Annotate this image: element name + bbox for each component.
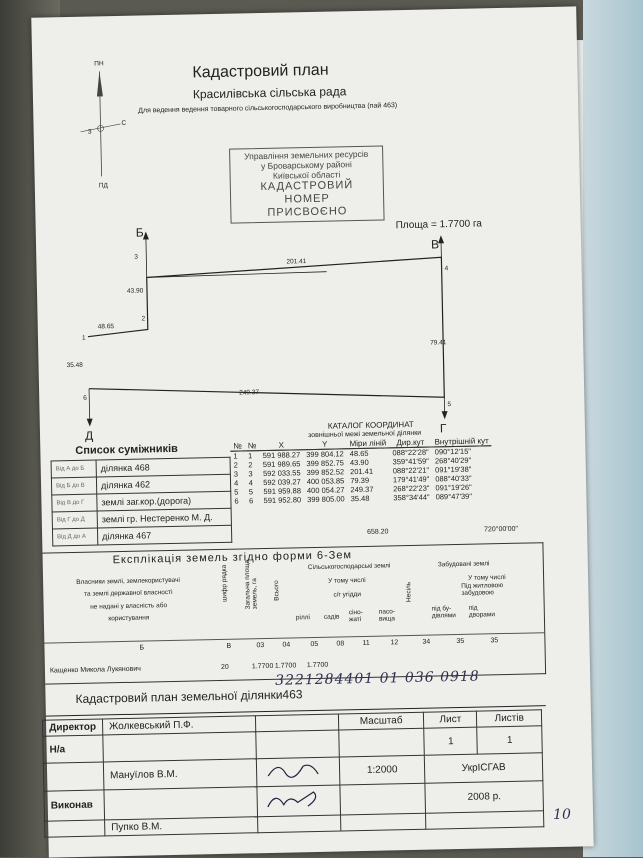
catalog-cell: 48.65: [347, 448, 390, 458]
total-area-header: Загальна площа земель, га: [244, 549, 258, 609]
plot-boundary: [86, 257, 444, 404]
coordinate-catalog: [230, 436, 493, 505]
row-value: 1.7700: [252, 663, 274, 670]
person-name: Жолкевський П.Ф.: [102, 716, 255, 735]
explication-code: 05: [310, 641, 318, 648]
catalog-cell: 1: [230, 451, 245, 461]
person-name: Мануїлов В.М.: [103, 759, 257, 790]
explication-code: 11: [362, 640, 369, 647]
catalog-cell: 43.90: [347, 457, 390, 467]
arable-header: с/г угідди: [333, 591, 361, 599]
org-name: УкрІСГАВ: [425, 753, 543, 783]
catalog-cell: 2: [231, 460, 246, 469]
signature-icon: [263, 760, 323, 781]
explication-code: Б: [139, 645, 144, 652]
page-title: Кадастровий план: [192, 62, 328, 83]
scale-value: 1:2000: [339, 755, 425, 785]
sheets-value: 1: [477, 726, 542, 754]
corner-b: Б: [136, 225, 144, 239]
catalog-cell: 35.48: [348, 493, 391, 503]
scale-label: Масштаб: [338, 712, 424, 730]
catalog-cell: 400 053.85: [304, 476, 348, 486]
sheet-label: Лист: [424, 711, 477, 728]
row-value: 1.7700: [307, 662, 329, 669]
owner-header-line: Власники землі, землекористувачі: [63, 575, 193, 590]
catalog-cell: 6: [246, 496, 261, 505]
owner-column-header: [63, 575, 194, 627]
catalog-cell: 088°22'28": [389, 447, 431, 457]
dim-left-upper: 43.90: [127, 288, 143, 295]
explication-code: В: [226, 643, 231, 650]
role-label: Виконав: [44, 790, 105, 821]
catalog-cell: 591 989.65: [260, 459, 304, 469]
stamp-line: Київської області: [237, 169, 377, 182]
adjacent-owner: ділянка 462: [96, 474, 230, 494]
adjacent-segment: Від А до Б: [51, 460, 96, 478]
built-header: Забудовані землі: [438, 560, 490, 568]
compass-icon: [74, 56, 127, 197]
catalog-cell: 089°47'39": [433, 491, 493, 501]
explication-code: 12: [390, 639, 398, 646]
sub-col-header: садів: [324, 613, 340, 620]
page-number: 10: [553, 807, 571, 823]
built-sub-header: Під житловою забудовою: [461, 582, 511, 597]
catalog-cell: 592 039.27: [260, 477, 304, 487]
point-label: 6: [83, 395, 87, 402]
catalog-cell: 201.41: [347, 466, 390, 476]
stamp-line: КАДАСТРОВИЙ НОМЕР: [237, 179, 377, 207]
adjacent-owner: ділянка 468: [96, 457, 230, 477]
catalog-cell: 4: [246, 478, 261, 487]
catalog-cell: 591 959.88: [260, 486, 304, 496]
adjacent-row: [52, 525, 231, 546]
sheets-label: Листів: [477, 710, 542, 727]
built-sub-header: під дворами: [469, 604, 495, 619]
adjacent-segment: Від Д до А: [52, 528, 97, 546]
year: 2008 р.: [425, 781, 543, 813]
catalog-cell: 399 852.75: [303, 458, 347, 468]
code-column-header: шифр рядка: [220, 552, 228, 602]
catalog-cell: 5: [246, 487, 261, 496]
dim-top: 201.41: [286, 258, 306, 265]
council-name: Красилівська сільська рада: [193, 84, 347, 101]
catalog-cell: 179°41'49": [390, 475, 432, 485]
explication-code: 03: [256, 642, 264, 649]
cadastral-plan-page: [31, 6, 593, 857]
footer-title: Кадастровий план земельної ділянки463: [75, 687, 302, 706]
catalog-cell: 399 805.00: [304, 494, 348, 504]
catalog-subtitle: зовнішньої межі земельної ділянки: [308, 430, 421, 439]
role-label: Директор: [42, 719, 102, 736]
catalog-header-cell: X: [259, 440, 303, 450]
agri-incl-header: У тому числі: [328, 577, 366, 585]
catalog-cell: 5: [231, 487, 246, 496]
catalog-cell: 592 033.55: [260, 468, 304, 478]
point-label: 3: [134, 254, 138, 261]
sub-col-header: ріллі: [296, 614, 310, 621]
catalog-total-length: 658.20: [367, 528, 389, 535]
adjacent-title: Список суміжників: [75, 443, 178, 457]
catalog-cell: 2: [245, 460, 260, 469]
area-label: Площа = 1.7700 га: [396, 218, 482, 231]
catalog-cell: 6: [231, 496, 246, 505]
catalog-cell: 090°12'15": [432, 446, 492, 457]
point-label: 1: [82, 335, 86, 342]
adjacent-owner: ділянка 467: [97, 525, 231, 545]
agri-header: Сільськогосподарські землі: [308, 562, 391, 571]
point-label: 4: [445, 265, 449, 272]
compass-north: ПН: [94, 60, 104, 67]
plot-drawing: [56, 219, 481, 448]
adjacent-owner: землі заг.кор.(дорога): [97, 491, 231, 511]
corner-d: Д: [85, 429, 93, 443]
catalog-cell: 399 852.52: [303, 467, 347, 477]
explication-code: 35: [490, 637, 498, 644]
catalog-cell: 1: [245, 451, 260, 461]
catalog-header-cell: Внутрішній кут: [431, 436, 491, 447]
compass-west: З: [88, 129, 92, 136]
sub-col-header: сіно-жаті: [349, 609, 373, 624]
cadastral-stamp: [229, 145, 385, 223]
person-name: Пупко В.М.: [105, 817, 258, 836]
explication-code: 34: [422, 639, 430, 646]
signature-icon: [263, 788, 323, 811]
dim-left-step: 48.65: [98, 323, 114, 330]
catalog-cell: 088°40'33": [432, 473, 492, 483]
catalog-cell: 358°34'44": [390, 492, 432, 502]
explication-code: 04: [282, 642, 290, 649]
catalog-cell: 3: [245, 469, 260, 478]
catalog-header-cell: Міри ліній: [346, 438, 389, 448]
stamp-line: у Броварському районі: [236, 159, 376, 172]
adjacent-owner: землі гр. Нестеренко М. Д.: [97, 508, 231, 528]
background-right: [583, 0, 643, 857]
corner-v: В: [431, 237, 439, 251]
corner-g: Г: [440, 421, 447, 435]
catalog-cell: 399 804.12: [303, 449, 347, 459]
owner-header-line: користування: [64, 612, 194, 627]
catalog-cell: 400 054.27: [304, 485, 348, 495]
role-label: Н/а: [43, 735, 103, 763]
point-label: 2: [142, 315, 146, 322]
built-sub-header: під бу-дівлями: [432, 605, 458, 620]
dim-left-lower: 35.48: [66, 362, 82, 369]
owner-name: Кащенко Микола Лукянович: [50, 666, 141, 675]
catalog-cell: 4: [231, 478, 246, 487]
catalog-header-cell: №: [230, 441, 245, 451]
purpose: Для ведення ведення товарного сільськогосподарського виробництва (пай 463): [138, 102, 397, 114]
sub-col-header: пасо-вища: [379, 608, 403, 623]
point-label: 5: [447, 401, 451, 408]
catalog-cell: 249.37: [347, 484, 390, 494]
owner-header-line: не надані у власність або: [64, 599, 194, 614]
dim-bottom: 249.37: [239, 389, 259, 396]
adjacent-table: [51, 457, 233, 547]
catalog-title: КАТАЛОГ КООРДИНАТ: [328, 420, 414, 431]
explication-title: Експлікація земель згідно форми 6-Зем: [113, 549, 353, 566]
catalog-cell: 591 988.27: [260, 450, 304, 460]
catalog-cell: 359°41'59": [390, 457, 432, 467]
catalog-total-angle: 720°00'00": [484, 526, 518, 534]
compass-south: ПД: [99, 182, 108, 189]
catalog-cell: 591 952.80: [261, 495, 305, 505]
explication-code: 35: [456, 638, 464, 645]
adjacent-segment: Від Б до В: [51, 477, 96, 495]
owner-header-line: та землі державної власності: [63, 587, 193, 602]
catalog-cell: 091°19'38": [432, 464, 492, 474]
dim-right: 79.41: [430, 339, 446, 346]
built-incl-header: У тому числі: [468, 574, 506, 582]
stamp-line: ПРИСВОЄНО: [237, 204, 377, 220]
adjacent-segment: Від В до Г: [52, 494, 97, 512]
catalog-header-cell: Дир.кут: [389, 438, 431, 448]
stamp-line: Управління земельних ресурсів: [236, 150, 376, 163]
catalog-cell: 268°22'23": [390, 484, 432, 494]
row-value: 1.7700: [275, 662, 297, 669]
catalog-header-cell: Y: [303, 439, 347, 449]
compass-east: С: [121, 120, 126, 127]
other-header: Несіль: [405, 582, 412, 602]
catalog-cell: 79.39: [347, 475, 390, 485]
sheet-value: 1: [424, 727, 478, 755]
catalog-cell: 268°40'29": [432, 455, 492, 465]
signature-table: [42, 709, 544, 837]
catalog-cell: 088°22'21": [390, 466, 432, 476]
catalog-cell: 3: [231, 469, 246, 478]
row-code: 20: [221, 664, 229, 671]
explication-code: 08: [336, 640, 344, 647]
cadastral-number: 3221284401 01 036 0918: [275, 669, 480, 689]
catalog-header-cell: №: [245, 441, 260, 451]
catalog-cell: 091°19'26": [432, 482, 492, 492]
adjacent-segment: Від Г до Д: [52, 511, 97, 529]
total-header: Всього: [273, 580, 280, 601]
